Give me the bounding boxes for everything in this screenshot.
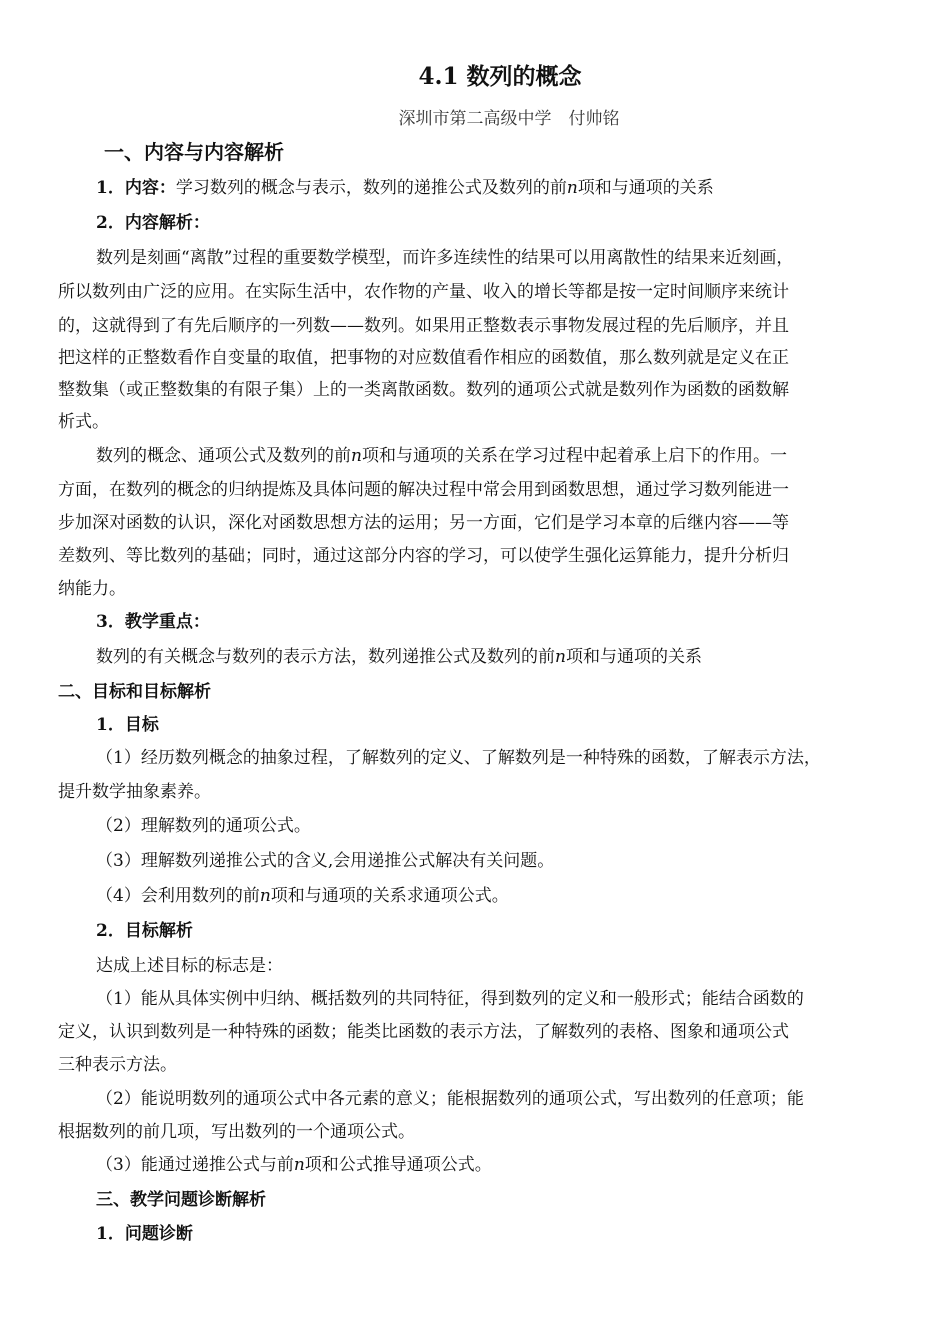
para-text: 项和与通项的关系在学习过程中起着承上启下的作用。一 — [361, 446, 787, 466]
analysis-1-cont: 定义，认识到数列是一种特殊的函数；能类比函数的表示方法，了解数列的表格、图象和通项公式 — [58, 1022, 789, 1042]
goal-4-a: （4）会利用数列的前 — [96, 886, 260, 906]
section-2-heading: 二、目标和目标解析 — [58, 682, 211, 702]
section-1-heading: 一、内容与内容解析 — [104, 140, 284, 164]
analysis-3-b: 项和公式推导通项公式。 — [304, 1155, 492, 1175]
goal-label: 1．目标 — [96, 715, 159, 735]
para-text: 数列的概念、通项公式及数列的前 — [96, 446, 351, 466]
key-point-text-a: 数列的有关概念与数列的表示方法，数列递推公式及数列的前 — [96, 647, 555, 667]
para-line: 析式。 — [58, 412, 109, 432]
analysis-2-cont: 根据数列的前几项，写出数列的一个通项公式。 — [58, 1122, 415, 1142]
para-line — [96, 444, 787, 468]
goal-analysis-intro: 达成上述目标的标志是： — [96, 956, 283, 976]
para-line: 的，这就得到了有先后顺序的一列数——数列。如果用正整数表示事物发展过程的先后顺序，并且 — [58, 316, 789, 336]
math-n: n — [293, 1155, 305, 1175]
goal-1: （1）经历数列概念的抽象过程，了解数列的定义、了解数列是一种特殊的函数，了解表示方法， — [96, 748, 821, 768]
analysis-2: （2）能说明数列的通项公式中各元素的意义；能根据数列的通项公式，写出数列的任意项；能 — [96, 1089, 804, 1109]
key-point-text — [96, 645, 702, 669]
para-line: 把这样的正整数看作自变量的取值，把事物的对应数值看作相应的函数值，那么数列就是定义在正 — [58, 348, 789, 368]
math-n: n — [351, 446, 362, 466]
goal-2: （2）理解数列的通项公式。 — [96, 816, 311, 836]
analysis-3-a: （3）能通过递推公式与前 — [96, 1155, 294, 1175]
diagnosis-label: 1．问题诊断 — [96, 1224, 193, 1244]
key-point-label: 3．教学重点： — [96, 612, 210, 632]
content-text-b: 项和与通项的关系 — [577, 178, 714, 198]
math-n: n — [259, 886, 271, 906]
content-label: 1．内容： — [96, 178, 176, 198]
analysis-3 — [96, 1153, 492, 1177]
para-line: 所以数列由广泛的应用。在实际生活中，农作物的产量、收入的增长等都是按一定时间顺序来统计 — [58, 282, 789, 302]
goal-3: （3）理解数列递推公式的含义,会用递推公式解决有关问题。 — [96, 851, 555, 871]
para-line: 纳能力。 — [58, 579, 126, 599]
goal-4 — [96, 884, 509, 908]
goal-1-cont: 提升数学抽象素养。 — [58, 782, 211, 802]
math-n: n — [566, 178, 578, 198]
analysis-1-cont: 三种表示方法。 — [58, 1055, 177, 1075]
para-line: 数列是刻画“离散”过程的重要数学模型，而许多连续性的结果可以用离散性的结果来近刻画， — [96, 248, 794, 268]
goal-analysis-label: 2．目标解析 — [96, 921, 193, 941]
para-line: 方面，在数列的概念的归纳提炼及具体问题的解决过程中常会用到函数思想，通过学习数列能进一 — [58, 480, 789, 500]
math-n: n — [555, 647, 566, 667]
key-point-text-b: 项和与通项的关系 — [565, 647, 702, 667]
content-text-a: 学习数列的概念与表示，数列的递推公式及数列的前 — [175, 178, 567, 198]
content-item — [96, 176, 714, 200]
para-line: 整数集（或正整数集的有限子集）上的一类离散函数。数列的通项公式就是数列作为函数的函数解 — [58, 380, 789, 400]
goal-4-b: 项和与通项的关系求通项公式。 — [270, 886, 509, 906]
doc-title: 4.1 数列的概念 — [418, 63, 582, 90]
para-line: 步加深对函数的认识，深化对函数思想方法的运用；另一方面，它们是学习本章的后继内容——等 — [58, 513, 789, 533]
doc-author: 深圳市第二高级中学 付帅铭 — [398, 109, 620, 129]
section-3-heading: 三、教学问题诊断解析 — [96, 1190, 266, 1210]
analysis-1: （1）能从具体实例中归纳、概括数列的共同特征，得到数列的定义和一般形式；能结合函数的 — [96, 989, 804, 1009]
content-analysis-label: 2．内容解析： — [96, 213, 210, 233]
para-line: 差数列、等比数列的基础；同时，通过这部分内容的学习，可以使学生强化运算能力，提升分析归 — [58, 546, 789, 566]
